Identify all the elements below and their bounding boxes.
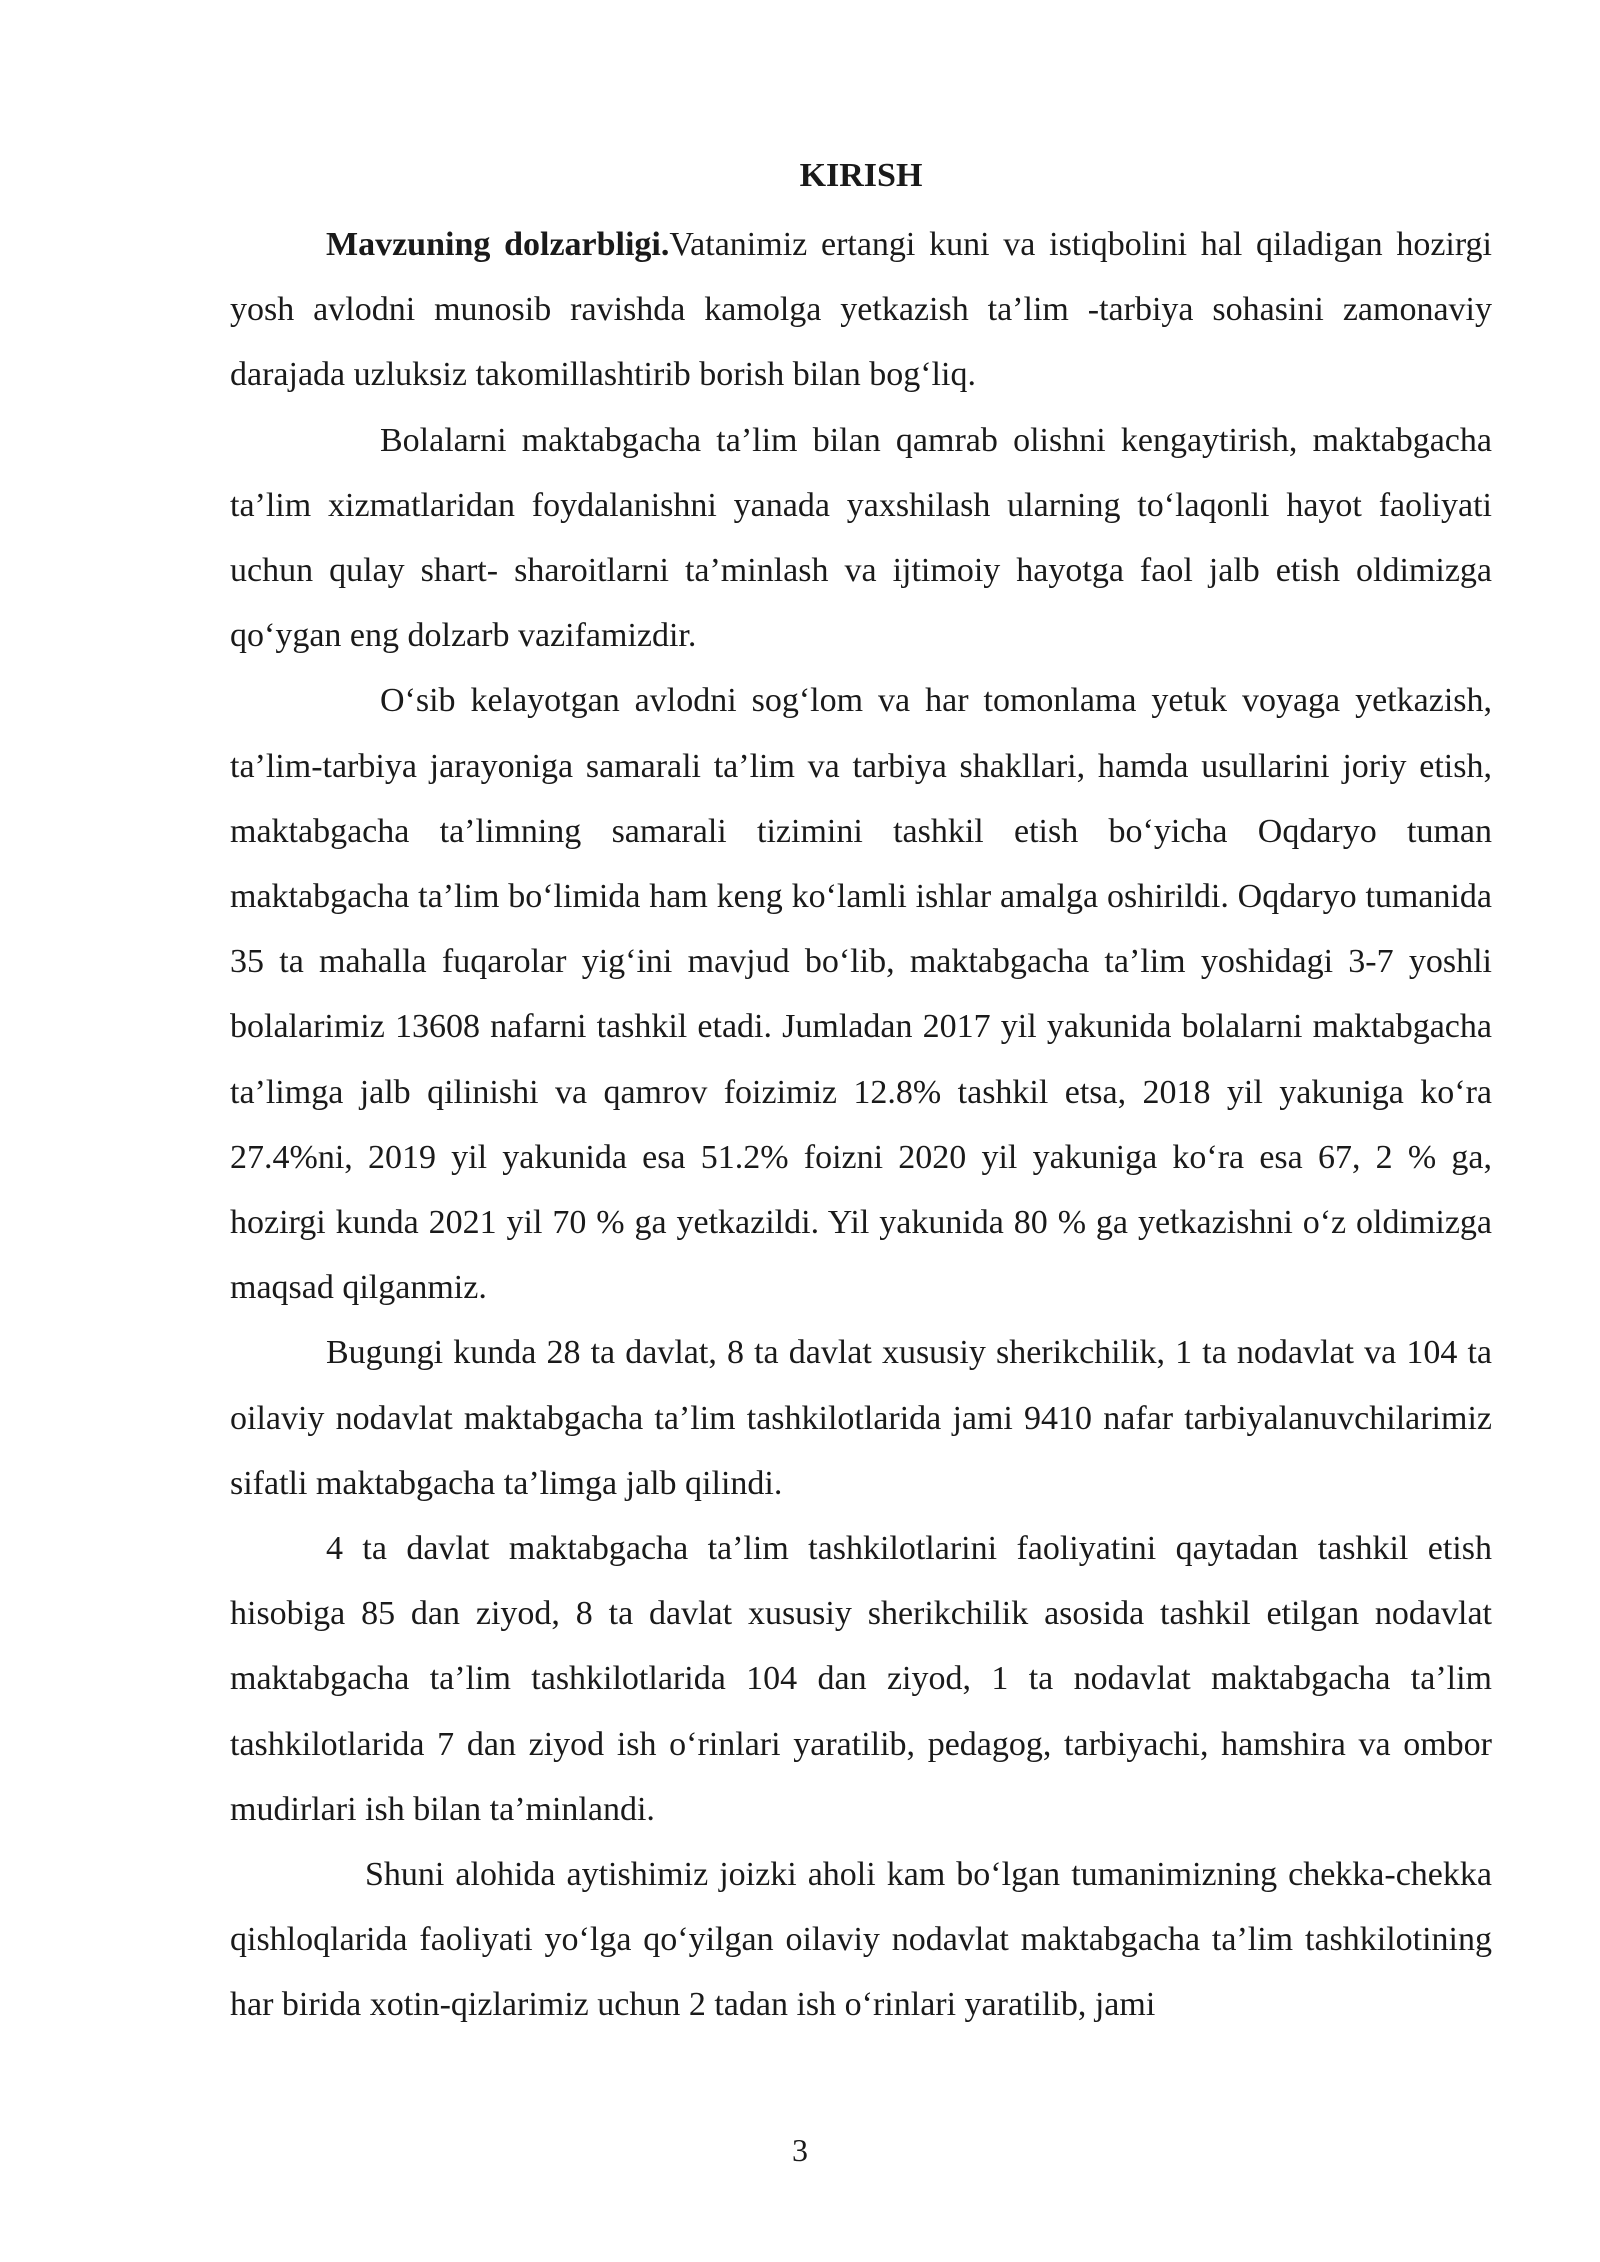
paragraph-text: Vatanimiz ertangi kuni va istiqbolini hal qiladigan hozirgi yosh avlodni munosib ravishda kamolga yetkazish ta’lim -tarbiya sohasini zamonaviy darajada uzluksiz takomillashtirib borish bilan bog‘liq.	[230, 226, 1493, 394]
page-number: 3	[792, 2132, 808, 2168]
paragraph-jobs: 4 ta davlat maktabgacha ta’lim tashkilotlarini faoliyatini qaytadan tashkil etish hisobiga 85 dan ziyod, 8 ta davlat xususiy sherikchilik asosida tashkil etilgan nodavlat maktabgacha ta’lim tashkilotlarida 104 dan ziyod, 1 ta nodavlat maktabgacha ta’lim tashkilotlarida 7 dan ziyod ish o‘rinlari yaratilib, pedagog, tarbiyachi, hamshira va ombor mudirlari ish bilan ta’minlandi.	[230, 1530, 1492, 1828]
page-body	[230, 148, 1492, 2038]
paragraph-relevance	[230, 212, 1492, 408]
section-heading: KIRISH	[799, 157, 923, 194]
paragraph-development: O‘sib kelayotgan avlodni sog‘lom va har tomonlama yetuk voyaga yetkazish, ta’lim-tarbiya jarayoniga samarali ta’lim va tarbiya shakllari, hamda usullarini joriy etish, maktabgacha ta’limning samarali tizimini tashkil etish bo‘yicha Oqdaryo tuman maktabgacha ta’lim bo‘limida ham keng ko‘lamli ishlar amalga oshirildi. Oqdaryo tumanida 35 ta mahalla fuqarolar yig‘ini mavjud bo‘lib, maktabgacha ta’lim yoshidagi 3-7 yoshli bolalarimiz 13608 nafarni tashkil etadi. Jumladan 2017 yil yakunida bolalarni maktabgacha ta’limga jalb qilinishi va qamrov foizimiz 12.8% tashkil etsa, 2018 yil yakuniga ko‘ra 27.4%ni, 2019 yil yakunida esa 51.2% foizni 2020 yil yakuniga ko‘ra esa 67, 2 % ga, hozirgi kunda 2021 yil 70 % ga yetkazildi. Yil yakunida 80 % ga yetkazishni o‘z oldimizga maqsad qilganmiz.	[230, 682, 1492, 1307]
paragraph-rural: Shuni alohida aytishimiz joizki aholi kam bo‘lgan tumanimizning chekka-chekka qishloqlarida faoliyati yo‘lga qo‘yilgan oilaviy nodavlat maktabgacha ta’lim tashkilotining har birida xotin-qizlarimiz uchun 2 tadan ish o‘rinlari yaratilib, jami	[230, 1856, 1492, 2024]
paragraph-lead: Mavzuning dolzarbligi.	[326, 226, 670, 263]
paragraph-coverage: Bolalarni maktabgacha ta’lim bilan qamrab olishni kengaytirish, maktabgacha ta’lim xizmatlaridan foydalanishni yanada yaxshilash ularning to‘laqonli hayot faoliyati uchun qulay shart- sharoitlarni ta’minlash va ijtimoiy hayotga faol jalb etish oldimizga qo‘ygan eng dolzarb vazifamizdir.	[230, 421, 1492, 655]
paragraph-organizations: Bugungi kunda 28 ta davlat, 8 ta davlat xususiy sherikchilik, 1 ta nodavlat va 104 ta oilaviy nodavlat maktabgacha ta’lim tashkilotlarida jami 9410 nafar tarbiyalanuvchilarimiz sifatli maktabgacha ta’limga jalb qilindi.	[230, 1334, 1492, 1502]
